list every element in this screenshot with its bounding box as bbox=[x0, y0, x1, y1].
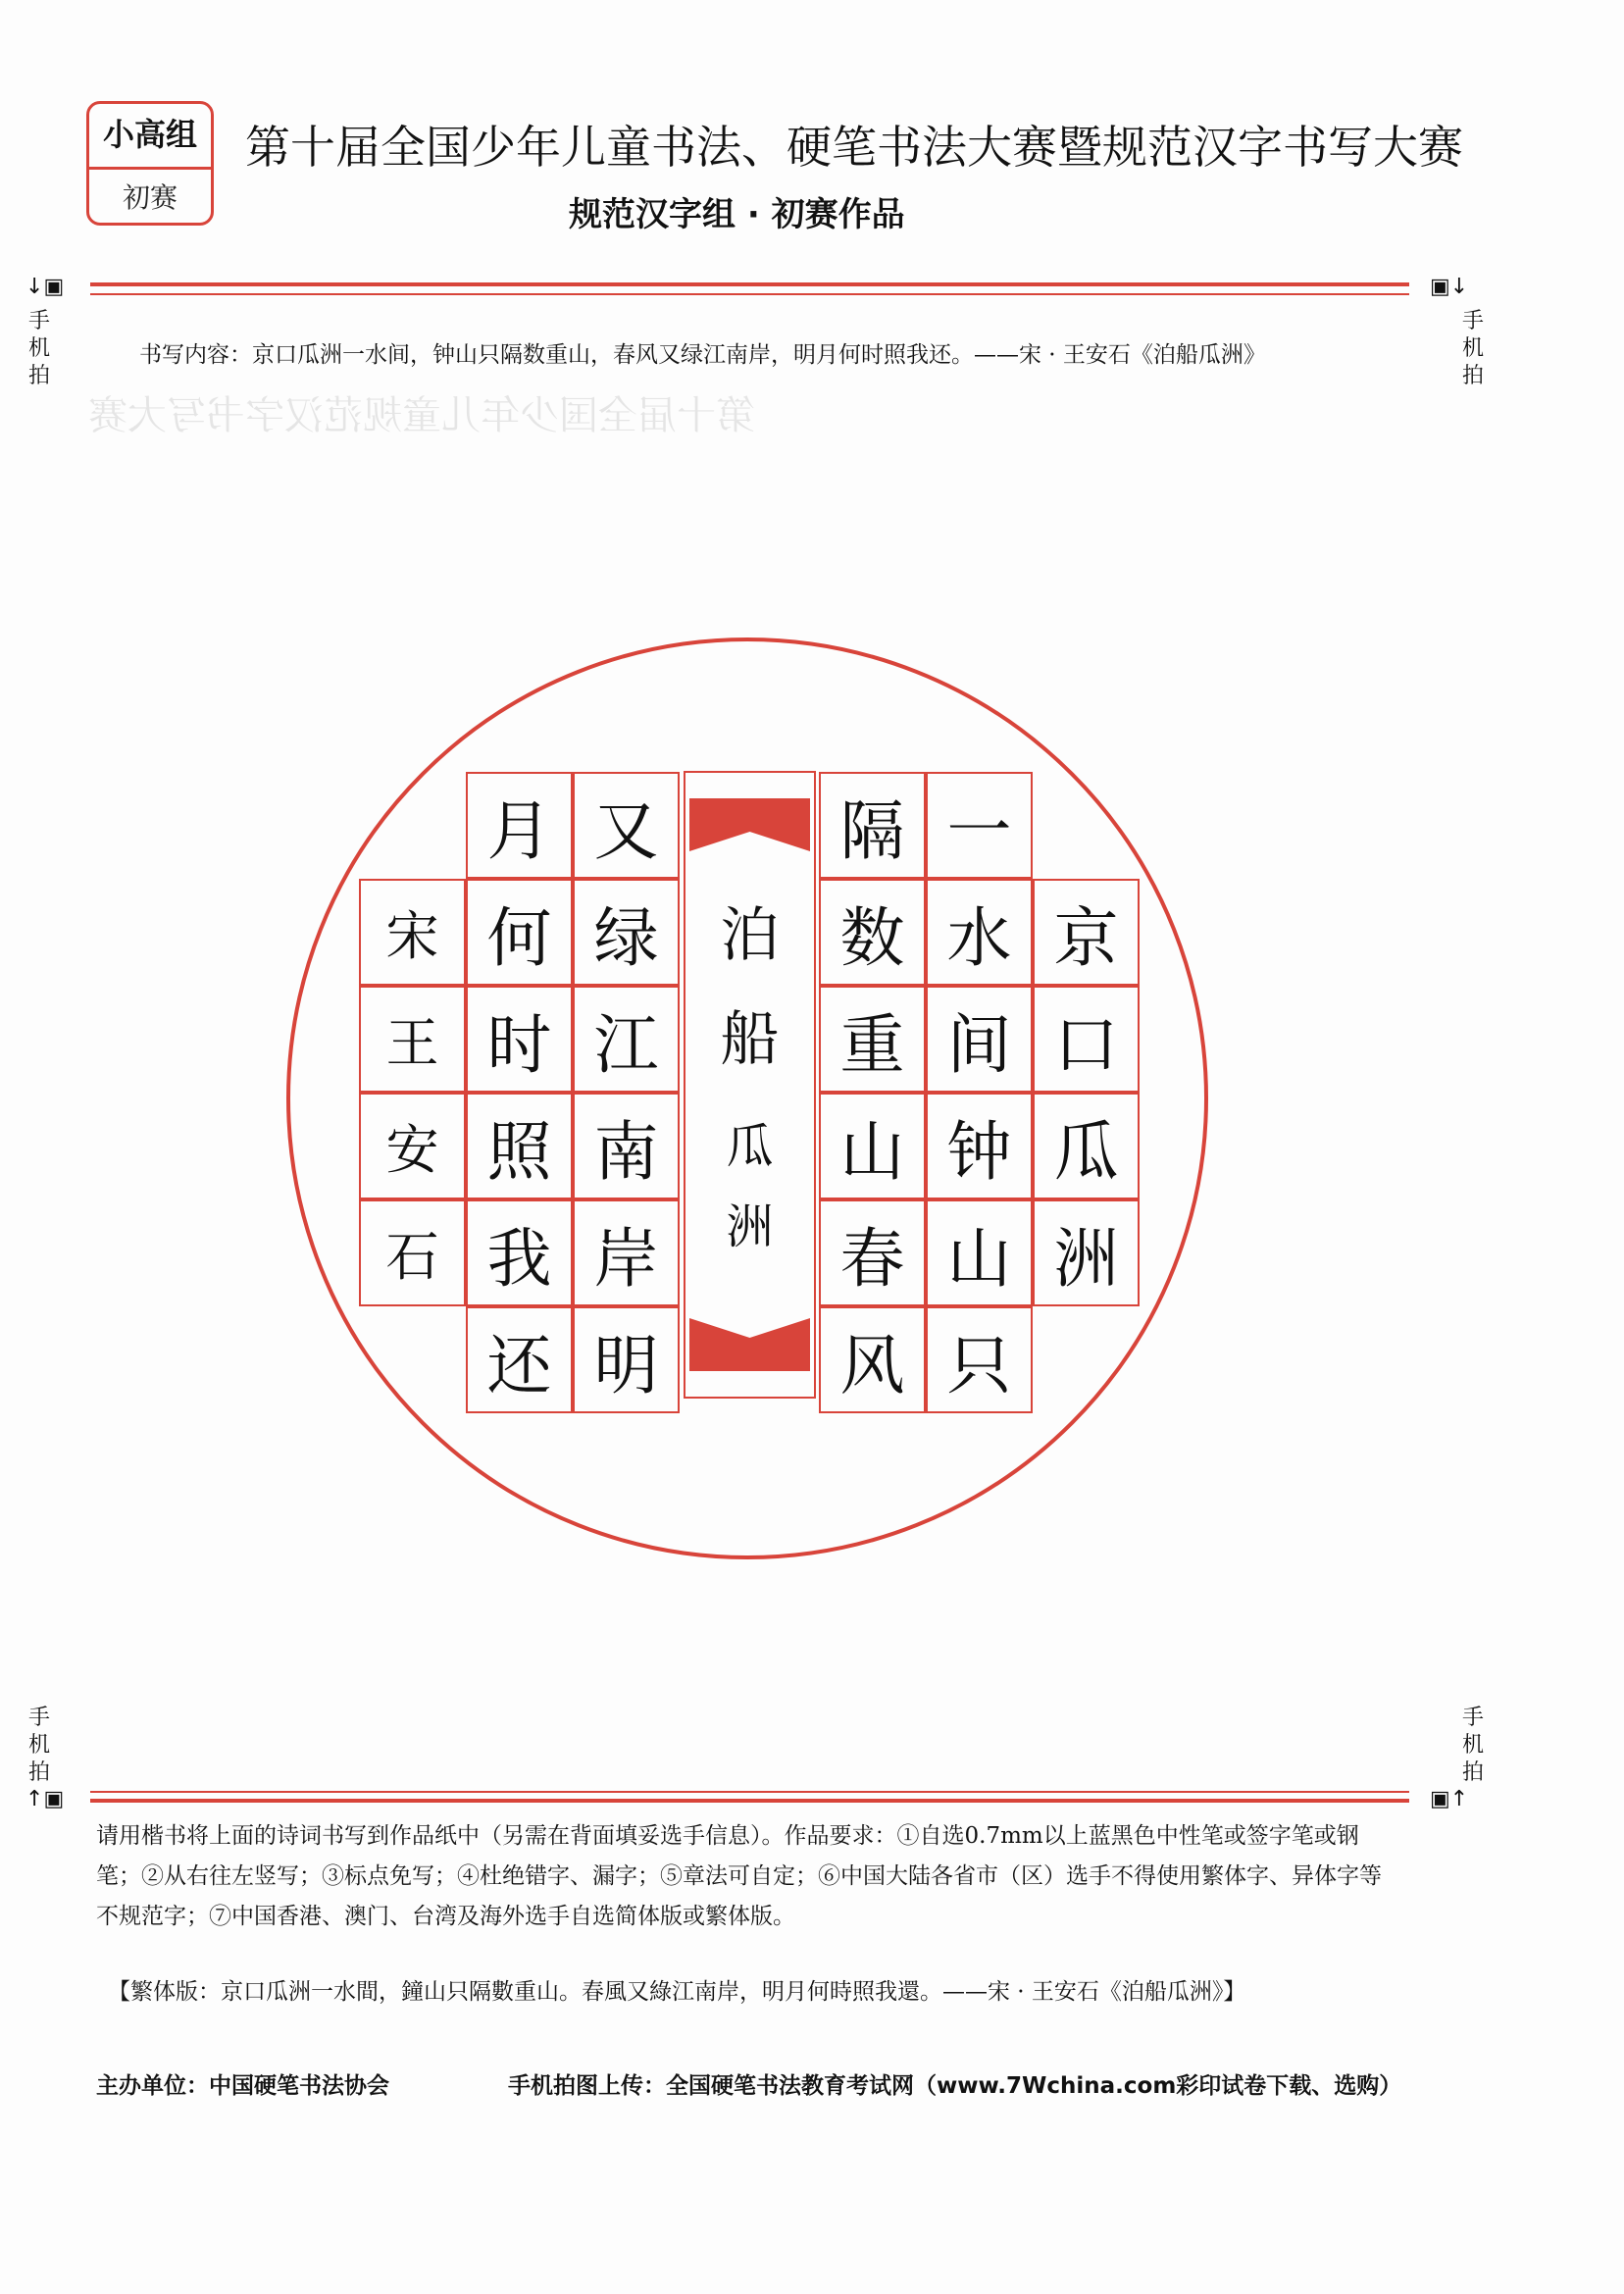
grid-cell: 时 bbox=[466, 986, 573, 1093]
upload-info: 手机拍图上传：全国硬笔书法教育考试网（www.7Wchina.com彩印试卷下载、选购） bbox=[508, 2073, 1402, 2099]
page-subtitle: 规范汉字组 · 初赛作品 bbox=[569, 195, 905, 234]
bleed-through-text: 第十届全国少年儿童规范汉字书写大赛 bbox=[88, 393, 755, 438]
top-right-camera-label: 手机拍 bbox=[1461, 309, 1484, 388]
camera-icon: ▣ bbox=[43, 275, 65, 299]
top-rule-thin bbox=[90, 293, 1409, 295]
grid-cell: 间 bbox=[926, 986, 1033, 1093]
title-char: 船 bbox=[720, 1005, 780, 1074]
badge-group: 小高组 bbox=[89, 104, 211, 170]
grid-cell: 还 bbox=[466, 1306, 573, 1413]
bottom-rule-thick bbox=[90, 1799, 1409, 1803]
grid-cell: 江 bbox=[573, 986, 680, 1093]
title-char: 泊 bbox=[720, 901, 780, 970]
grid-cell: 洲 bbox=[1033, 1199, 1140, 1306]
group-badge bbox=[86, 101, 214, 226]
writing-instructions: 请用楷书将上面的诗词书写到作品纸中（另需在背面填妥选手信息）。作品要求：①自选0.7mm以上蓝黑色中性笔或签字笔或钢笔；②从右往左竖写；③标点免写；④杜绝错字、漏字；⑤章法可自定；⑥中国大陆各省市（区）选手不得使用繁体字、异体字等不规范字；⑦中国香港、澳门、台湾及海外选手自选简体版或繁体版。 bbox=[96, 1823, 1382, 1929]
camera-icon: ▣ bbox=[43, 1787, 65, 1811]
bottom-right-camera-marker: ▣↑ bbox=[1430, 1787, 1469, 1811]
grid-cell: 春 bbox=[819, 1199, 926, 1306]
grid-cell: 风 bbox=[819, 1306, 926, 1413]
grid-cell: 重 bbox=[819, 986, 926, 1093]
grid-cell: 水 bbox=[926, 879, 1033, 986]
bottom-left-camera-label: 手机拍 bbox=[27, 1706, 50, 1785]
camera-icon: ▣ bbox=[1430, 275, 1450, 299]
camera-icon: ▣ bbox=[1430, 1787, 1450, 1811]
grid-cell: 山 bbox=[819, 1093, 926, 1199]
grid-cell: 口 bbox=[1033, 986, 1140, 1093]
poem-title-column bbox=[684, 771, 816, 1399]
title-decoration-bottom bbox=[689, 1318, 810, 1371]
title-decoration-top bbox=[689, 798, 810, 851]
bottom-rule-thin bbox=[90, 1791, 1409, 1793]
grid-cell: 岸 bbox=[573, 1199, 680, 1306]
signature-cell: 宋 bbox=[359, 879, 466, 986]
signature-cell: 王 bbox=[359, 986, 466, 1093]
top-left-camera-marker: ↓▣ bbox=[25, 275, 65, 299]
top-left-camera-label: 手机拍 bbox=[27, 309, 50, 388]
grid-cell: 绿 bbox=[573, 879, 680, 986]
signature-cell: 安 bbox=[359, 1093, 466, 1199]
writing-content: 书写内容：京口瓜洲一水间，钟山只隔数重山，春风又绿江南岸，明月何时照我还。——宋 · 王安石《泊船瓜洲》 bbox=[139, 342, 1266, 368]
grid-cell: 瓜 bbox=[1033, 1093, 1140, 1199]
organizer: 主办单位：中国硬笔书法协会 bbox=[96, 2073, 389, 2099]
grid-cell: 只 bbox=[926, 1306, 1033, 1413]
grid-cell: 我 bbox=[466, 1199, 573, 1306]
top-rule-thick bbox=[90, 282, 1409, 286]
grid-cell: 京 bbox=[1033, 879, 1140, 986]
grid-cell: 月 bbox=[466, 772, 573, 879]
grid-cell: 照 bbox=[466, 1093, 573, 1199]
page-title: 第十届全国少年儿童书法、硬笔书法大赛暨规范汉字书写大赛 bbox=[245, 121, 1463, 174]
grid-cell: 隔 bbox=[819, 772, 926, 879]
grid-cell: 何 bbox=[466, 879, 573, 986]
grid-cell: 钟 bbox=[926, 1093, 1033, 1199]
grid-cell: 又 bbox=[573, 772, 680, 879]
bottom-left-camera-marker: ↑▣ bbox=[25, 1787, 65, 1811]
badge-stage: 初赛 bbox=[122, 181, 178, 214]
grid-cell: 南 bbox=[573, 1093, 680, 1199]
title-char: 瓜 bbox=[726, 1119, 774, 1174]
title-char: 洲 bbox=[726, 1199, 774, 1254]
grid-cell: 明 bbox=[573, 1306, 680, 1413]
grid-cell: 数 bbox=[819, 879, 926, 986]
top-right-camera-marker: ▣↓ bbox=[1430, 275, 1469, 299]
bottom-right-camera-label: 手机拍 bbox=[1461, 1706, 1484, 1785]
signature-cell: 石 bbox=[359, 1199, 466, 1306]
traditional-version: 【繁体版：京口瓜洲一水間，鐘山只隔數重山。春風又綠江南岸，明月何時照我還。——宋 · 王安石《泊船瓜洲》】 bbox=[108, 1979, 1246, 2005]
grid-cell: 一 bbox=[926, 772, 1033, 879]
grid-cell: 山 bbox=[926, 1199, 1033, 1306]
